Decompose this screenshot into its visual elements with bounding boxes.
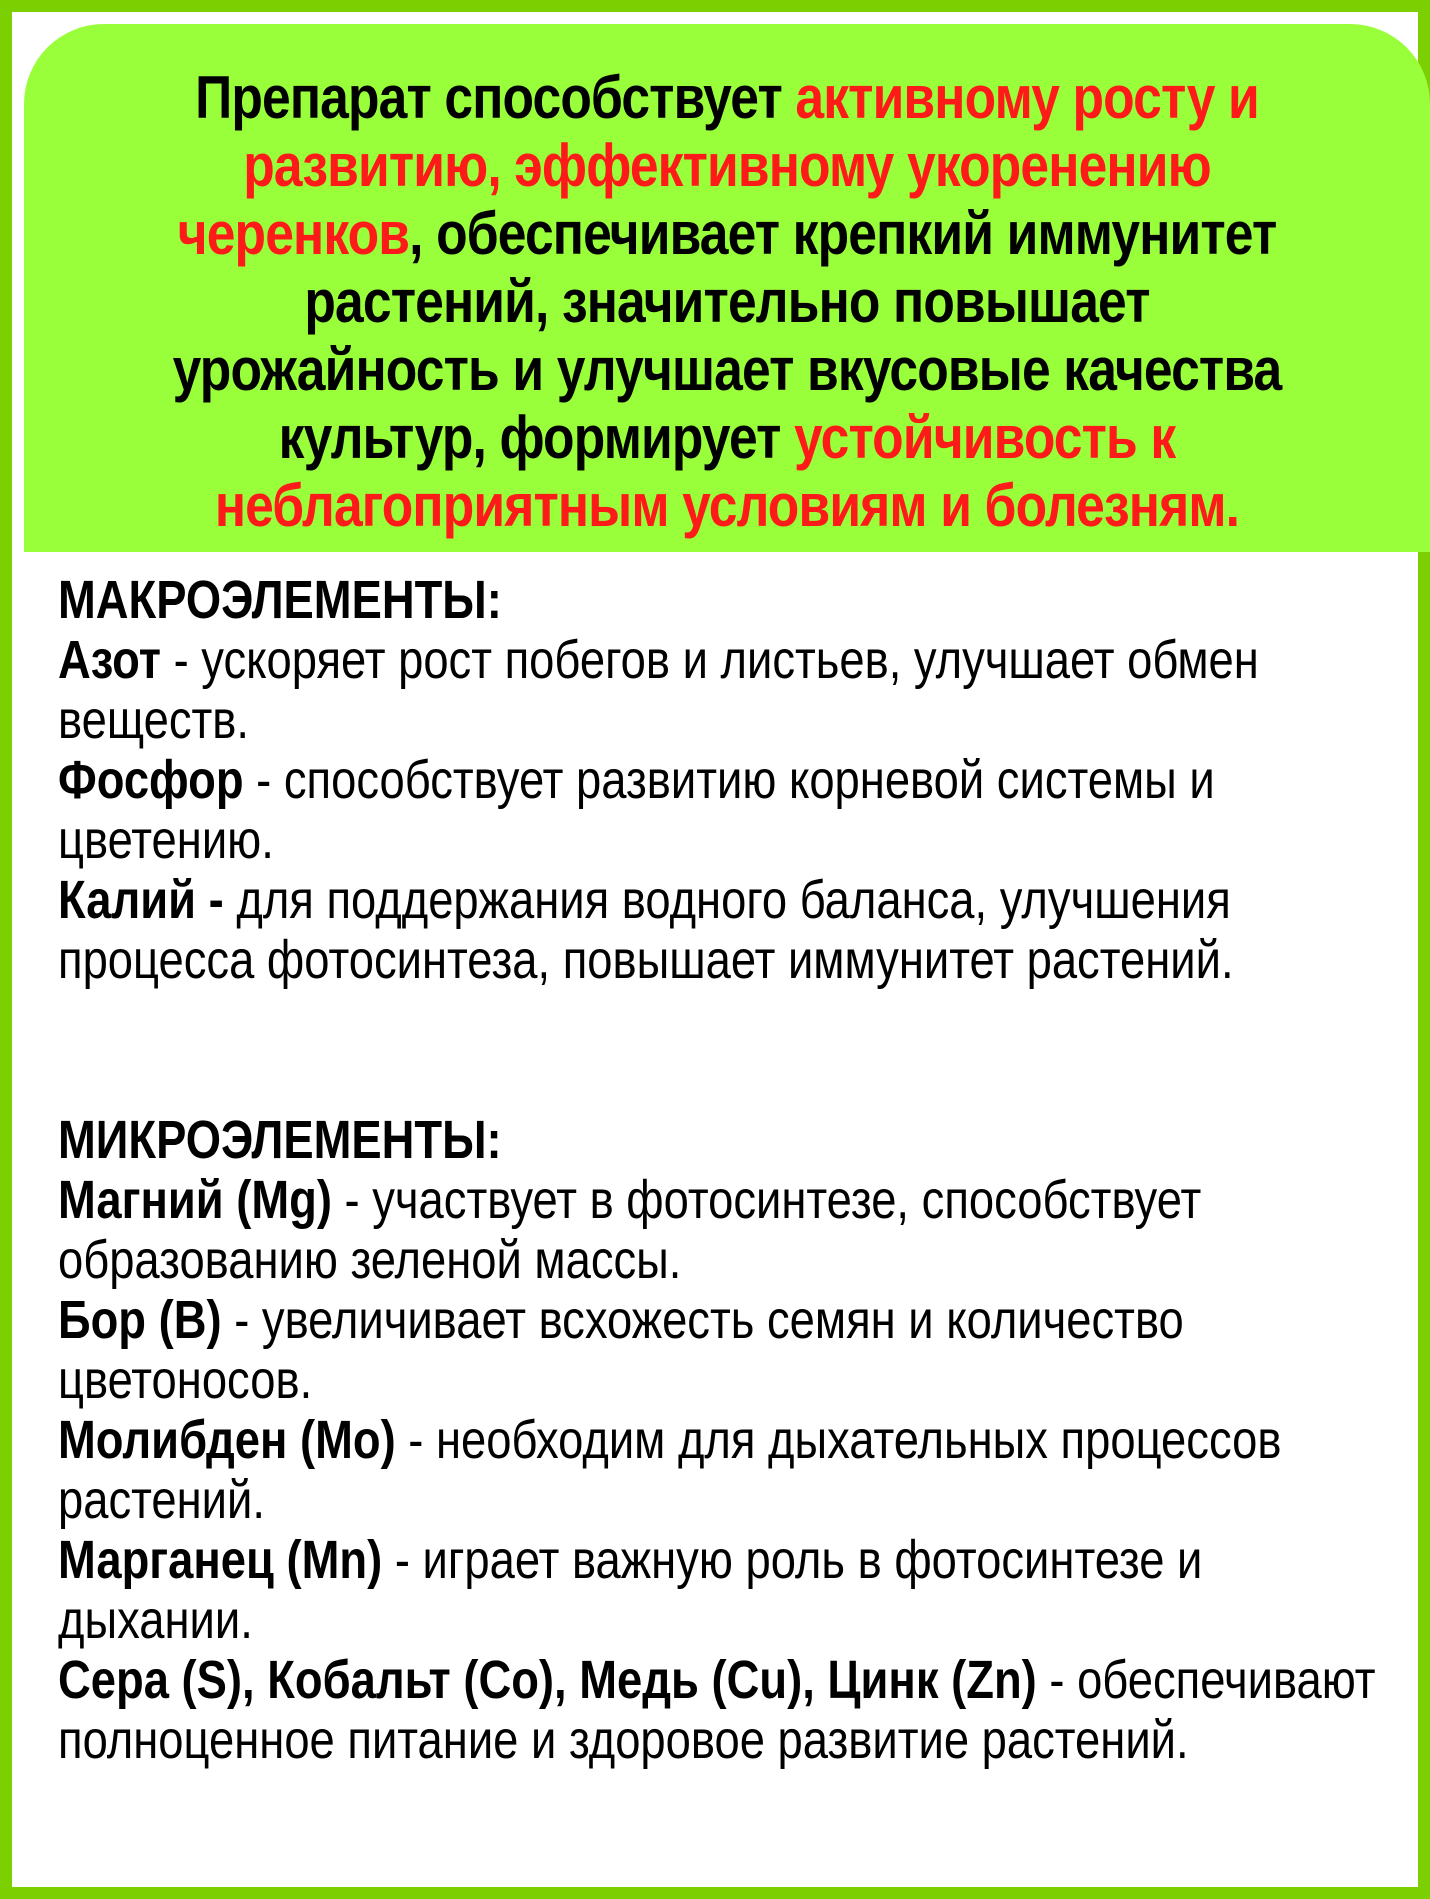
- macro-section-title: МАКРОЭЛЕМЕНТЫ:: [58, 570, 502, 630]
- item-term: Молибден (Mo): [58, 1410, 396, 1470]
- item-term: Фосфор: [58, 750, 244, 810]
- item-text: для поддержания водного баланса, улучшения процесса фотосинтеза, повышает иммунитет растений.: [58, 870, 1234, 990]
- macro-item-phosphorus: [58, 750, 1394, 870]
- elements-description: [58, 570, 1394, 1770]
- item-term: Калий -: [58, 870, 224, 930]
- banner-text-part-2: , обеспечивает крепкий иммунитет растений, значительно повышает урожайность и улучшает вкусовые качества культур, формирует: [172, 200, 1282, 471]
- micro-item-manganese: [58, 1530, 1394, 1650]
- macro-item-potassium: [58, 870, 1394, 990]
- benefits-banner: [24, 24, 1430, 552]
- item-text: - играет важную роль в фотосинтезе и дыхании.: [58, 1530, 1203, 1650]
- item-text: - необходим для дыхательных процессов растений.: [58, 1410, 1282, 1530]
- banner-highlight-2: устойчивость к неблагоприятным условиям и болезням.: [214, 404, 1240, 539]
- item-text: - увеличивает всхожесть семян и количество цветоносов.: [58, 1290, 1184, 1410]
- item-text: - ускоряет рост побегов и листьев, улучшает обмен веществ.: [58, 630, 1259, 750]
- item-term: Сера (S), Кобальт (Co), Медь (Cu), Цинк (Zn): [58, 1650, 1037, 1710]
- item-text: - способствует развитию корневой системы и цветению.: [58, 750, 1215, 870]
- banner-highlight-1: активному росту и развитию, эффективному укоренению черенков: [177, 64, 1259, 267]
- banner-text-part-1: Препарат способствует: [195, 64, 796, 131]
- item-text: - участвует в фотосинтезе, способствует образованию зеленой массы.: [58, 1170, 1202, 1290]
- macro-item-nitrogen: [58, 630, 1394, 750]
- micro-item-magnesium: [58, 1170, 1394, 1290]
- item-term: Магний (Mg): [58, 1170, 332, 1230]
- micro-section-title: МИКРОЭЛЕМЕНТЫ:: [58, 1110, 502, 1170]
- item-term: Азот: [58, 630, 161, 690]
- micro-item-others: [58, 1650, 1394, 1770]
- banner-text: [148, 64, 1306, 540]
- micro-item-boron: [58, 1290, 1394, 1410]
- item-text: - обеспечивают полноценное питание и здоровое развитие растений.: [58, 1650, 1376, 1770]
- item-term: Марганец (Mn): [58, 1530, 383, 1590]
- micro-item-molybdenum: [58, 1410, 1394, 1530]
- item-term: Бор (B): [58, 1290, 222, 1350]
- section-spacer: [58, 990, 1394, 1110]
